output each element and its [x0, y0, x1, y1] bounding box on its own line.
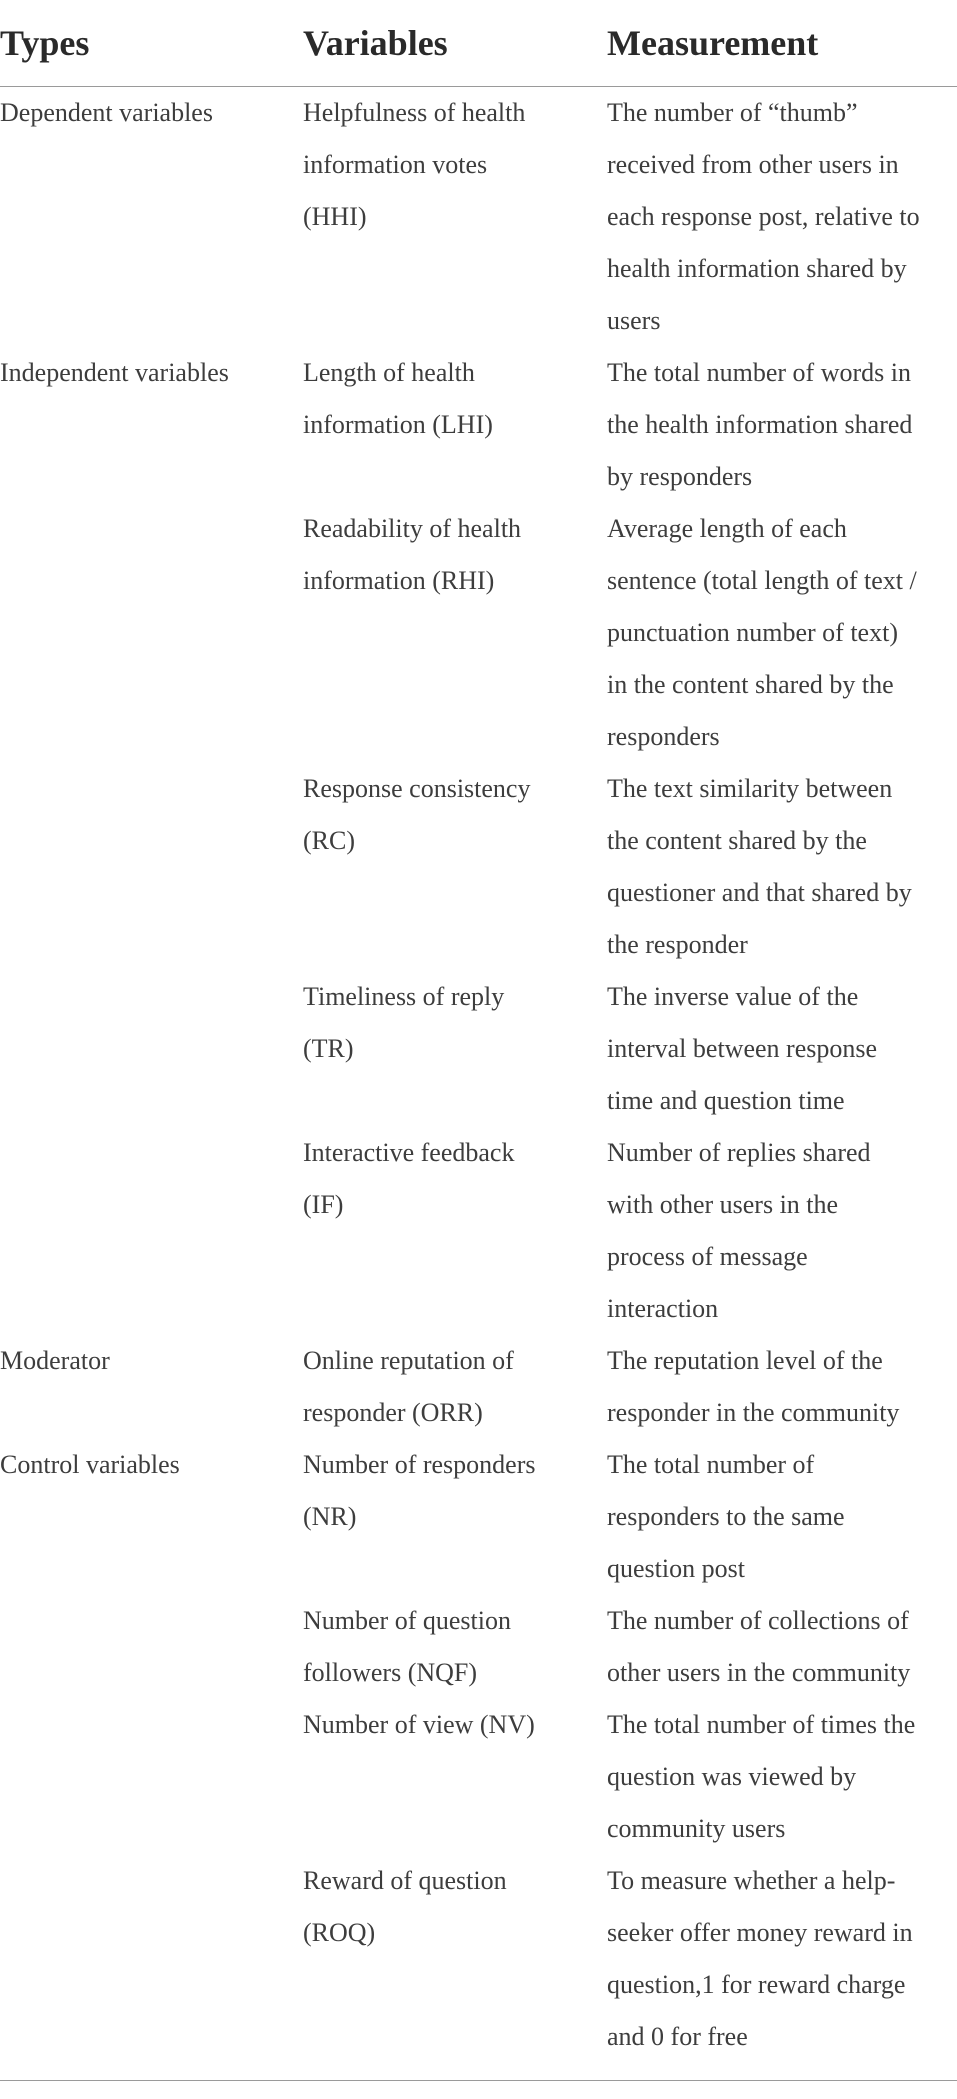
variable-cell [303, 971, 603, 1075]
measurement-cell-line: question was viewed by [607, 1762, 857, 1791]
measurement-cell-line: The total number of [607, 1450, 815, 1479]
table-row [0, 1439, 957, 1595]
variable-cell-line: information votes [303, 150, 488, 179]
measurement-cell [607, 347, 957, 503]
measurement-cell-line: the responder [607, 930, 748, 959]
measurement-cell [607, 763, 957, 971]
measurement-cell-line: and 0 for free [607, 2022, 748, 2051]
measurement-cell-line: with other users in the [607, 1190, 839, 1219]
variable-cell-line: Number of responders [303, 1450, 536, 1479]
type-cell [0, 347, 300, 399]
measurement-cell-line: each response post, relative to [607, 202, 920, 231]
measurement-cell [607, 1335, 957, 1439]
measurement-cell [607, 1595, 957, 1699]
variable-cell [303, 763, 603, 867]
table-row [0, 347, 957, 503]
table-row [0, 1335, 957, 1439]
variable-cell [303, 1127, 603, 1231]
measurement-cell-line: The total number of words in [607, 358, 911, 387]
measurement-cell-line: responders to the same [607, 1502, 845, 1531]
table-row [0, 1855, 957, 2063]
measurement-cell-line: community users [607, 1814, 786, 1843]
measurement-cell-line: process of message [607, 1242, 808, 1271]
measurement-cell-line: Number of replies shared [607, 1138, 871, 1167]
measurement-cell-line: The number of collections of [607, 1606, 909, 1635]
variable-cell-line: (RC) [303, 826, 355, 855]
variable-cell-line: information (LHI) [303, 410, 493, 439]
variable-cell-line: followers (NQF) [303, 1658, 478, 1687]
measurement-cell-line: Average length of each [607, 514, 847, 543]
type-cell [0, 1335, 300, 1387]
measurement-cell [607, 1699, 957, 1855]
variable-cell [303, 503, 603, 607]
measurement-cell-line: The total number of times the [607, 1710, 916, 1739]
variable-cell-line: Helpfulness of health [303, 98, 526, 127]
table-row [0, 503, 957, 763]
table-row [0, 87, 957, 347]
measurement-cell-line: by responders [607, 462, 753, 491]
type-cell [0, 1439, 300, 1491]
measurement-cell-line: responders [607, 722, 720, 751]
measurement-cell-line: The text similarity between [607, 774, 893, 803]
variable-cell-line: (ROQ) [303, 1918, 376, 1947]
variable-cell-line: (HHI) [303, 202, 367, 231]
measurement-cell-line: punctuation number of text) [607, 618, 898, 647]
measurement-cell-line: questioner and that shared by [607, 878, 912, 907]
variable-cell [303, 347, 603, 451]
measurement-cell-line: question,1 for reward charge [607, 1970, 906, 1999]
measurement-cell-line: in the content shared by the [607, 670, 894, 699]
variable-cell-line: (IF) [303, 1190, 344, 1219]
variable-cell-line: responder (ORR) [303, 1398, 483, 1427]
measurement-cell-line: The reputation level of the [607, 1346, 883, 1375]
variable-cell-line: Reward of question [303, 1866, 507, 1895]
variable-cell-line: Interactive feedback [303, 1138, 515, 1167]
variable-cell-line: (NR) [303, 1502, 357, 1531]
measurement-cell [607, 1439, 957, 1595]
measurement-cell [607, 87, 957, 347]
variable-cell-line: Number of question [303, 1606, 511, 1635]
table-row [0, 1595, 957, 1699]
measurement-cell-line: To measure whether a help- [607, 1866, 896, 1895]
variable-cell-line: information (RHI) [303, 566, 495, 595]
measurement-cell-line: interval between response [607, 1034, 878, 1063]
table-row [0, 1127, 957, 1335]
measurement-cell-line: interaction [607, 1294, 719, 1323]
variable-cell [303, 87, 603, 243]
variable-cell-line: Online reputation of [303, 1346, 514, 1375]
measurement-cell-line: sentence (total length of text / [607, 566, 917, 595]
table-row [0, 971, 957, 1127]
variable-cell-line: Number of view (NV) [303, 1710, 535, 1739]
measurement-cell-line: responder in the community [607, 1398, 900, 1427]
table-row [0, 1699, 957, 1855]
type-cell-line: Control variables [0, 1450, 180, 1479]
type-cell [0, 87, 300, 139]
measurement-cell-line: the health information shared [607, 410, 913, 439]
measurement-cell-line: The inverse value of the [607, 982, 859, 1011]
variable-cell [303, 1595, 603, 1699]
measurement-cell-line: time and question time [607, 1086, 845, 1115]
measurement-cell [607, 503, 957, 763]
measurement-cell [607, 971, 957, 1127]
measurement-cell [607, 1855, 957, 2063]
measurement-cell-line: the content shared by the [607, 826, 867, 855]
measurement-cell-line: health information shared by [607, 254, 907, 283]
variable-cell-line: Length of health [303, 358, 475, 387]
table-body [0, 87, 957, 2063]
type-cell-line: Independent variables [0, 358, 229, 387]
table-header [0, 0, 957, 87]
type-cell-line: Moderator [0, 1346, 110, 1375]
table-bottom-rule [0, 2080, 957, 2081]
measurement-cell-line: users [607, 306, 661, 335]
variable-cell [303, 1335, 603, 1439]
measurement-cell [607, 1127, 957, 1335]
measurement-cell-line: received from other users in [607, 150, 899, 179]
variable-cell [303, 1699, 603, 1751]
variable-cell-line: (TR) [303, 1034, 354, 1063]
table-row [0, 763, 957, 971]
header-measurement: Measurement [607, 23, 819, 63]
header-types: Types [0, 23, 90, 63]
variable-cell-line: Timeliness of reply [303, 982, 505, 1011]
variable-cell-line: Readability of health [303, 514, 522, 543]
variable-cell-line: Response consistency [303, 774, 531, 803]
variable-cell [303, 1439, 603, 1543]
variable-cell [303, 1855, 603, 1959]
type-cell-line: Dependent variables [0, 98, 213, 127]
header-variables: Variables [303, 23, 448, 63]
measurement-cell-line: seeker offer money reward in [607, 1918, 913, 1947]
measurement-cell-line: question post [607, 1554, 745, 1583]
measurement-cell-line: The number of “thumb” [607, 98, 858, 127]
measurement-cell-line: other users in the community [607, 1658, 911, 1687]
